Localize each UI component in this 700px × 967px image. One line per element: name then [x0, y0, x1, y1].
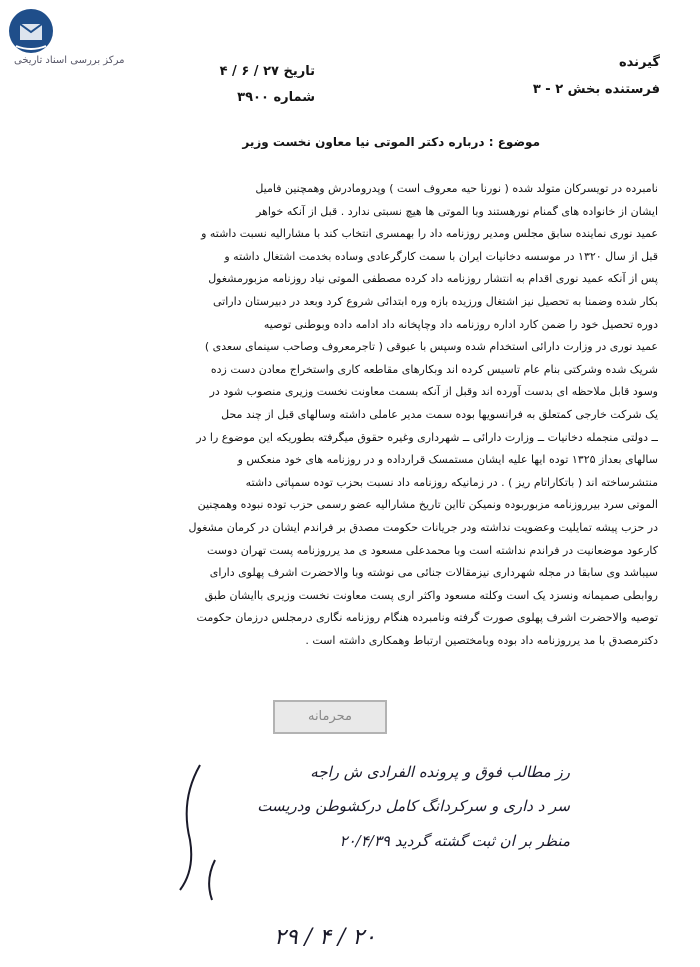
- subject-line: موضوع : درباره دکتر الموتی نیا معاون نخست وزیر: [242, 135, 540, 149]
- letter-body: [58, 178, 658, 652]
- body-line: ایشان از خانواده های گمنام نورهستند وبا الموتی ها هیچ نسبتی ندارد . قبل از آنکه خواهر: [255, 204, 658, 218]
- body-line: سیباشد وی سابقا در مجله شهرداری نیزمقالات جنائی می نوشته وبا والاحضرت اشرف پهلوی دارای: [209, 566, 658, 580]
- body-line: در حزب پیشه تمایلیت وعضویت نداشته ودر جریانات حکومت مصدق بر فراندم ایشان در کرمان مشغول: [188, 520, 658, 534]
- handwritten-note-line: سر د داری و سرکردانگ کامل درکشوطن ودریست: [257, 797, 570, 815]
- body-line: دکترمصدق با مد یرروزنامه داد بوده وبامختصین ارتباط وهمکاری داشته است .: [305, 633, 658, 647]
- body-line: بکار شده وضمنا به تحصیل نیز اشتغال ورزیده بازه وره ابتدائی شروع کرد وبعد در دبیرستان داراتی: [213, 294, 658, 308]
- archive-label: مرکز بررسی اسناد تاریخی: [14, 55, 125, 66]
- body-line: دوره تحصیل خود را ضمن کارد اداره روزنامه داد وچاپخانه داد ادامه داده وبوطنی توصیه: [263, 317, 658, 331]
- date-field: تاریخ ۲۷ / ۶ / ۴: [219, 64, 315, 79]
- archive-logo-icon: [6, 6, 56, 56]
- stamp-text: محرمانه: [307, 709, 353, 724]
- body-line: یک شرکت خارجی کمتعلق به فرانسویها بوده سمت مدیر عاملی داشته وسالهای قبل از چند محل: [221, 407, 658, 421]
- handwritten-margin-bracket: [120, 760, 240, 910]
- body-line: قبل از سال ۱۳۲۰ در موسسه دخانیات ایران با سمت کارگرعادی وساده بخدمت اشتغال داشته و: [224, 249, 658, 263]
- body-line: کارعود موضعانیت در فراندم نداشته است وبا محمدعلی مسعود ی مد یرروزنامه پست تهران دوست: [207, 543, 658, 557]
- body-line: روابطی صمیمانه ونسزد یک است وکلته مسعود واکثر اری پست معاونت نخست وزیری باایشان طبق: [204, 588, 658, 602]
- body-line: نامبرده در تویسرکان متولد شده ( نورنا حیه معروف است ) وپدرومادرش وهمچنین فامیل: [255, 182, 658, 195]
- number-field: شماره ۳۹۰۰: [237, 90, 315, 105]
- body-line: عمید نوری در وزارت دارائی استخدام شده وسپس با عبوقی ( تاجرمعروف وصاحب سینمای سعدی ): [204, 340, 658, 354]
- recipient-field: گیرنده: [618, 55, 660, 70]
- body-line: ــ دولتی منجمله دخانیات ــ وزارت دارائی ــ شهرداری وغیره حقوق میگرفته بطوریکه این موضوع را در: [196, 430, 658, 444]
- confidential-stamp: [273, 700, 387, 734]
- handwritten-date: ۲۹ / ۴ / ۲۰: [274, 925, 376, 950]
- body-line: وسود قابل ملاحظه ای بدست آورده اند وقبل از آنکه بسمت معاونت نخست وزیری منصوب شود در: [209, 385, 658, 399]
- handwritten-note-line: رز مطالب فوق و پرونده الفرادی ش راجه: [310, 763, 570, 781]
- handwritten-note-line: منظر بر ان ثبت گشته گردید ۲۰/۴/۳۹: [339, 832, 570, 850]
- body-line: توصیه والاحضرت اشرف پهلوی صورت گرفته ونامبرده هنگام روزنامه نگاری درمجلس درزمان حکومت: [196, 611, 658, 625]
- body-line: منتشرساخته اند ( باتکاراتام ریز ) . در زمانیکه روزنامه داد نسبت بحزب توده سمپاتی داشته: [245, 475, 658, 489]
- body-line: شریک شده وشرکتی بنام عام تاسیس کرده اند وبکارهای مقاطعه کاری واستخراج معادن دست زده: [210, 362, 658, 376]
- body-line: سالهای بعداز ۱۳۲۵ توده ایها علیه ایشان مستمسک قرارداده و در روزنامه های خود منعکس و: [237, 453, 658, 467]
- sender-field: فرستنده بخش ۲ - ۳: [532, 82, 660, 97]
- body-line: عمید نوری نماینده سابق مجلس ومدیر روزنامه داد را بهمسری انتخاب کند با مشارالیه نسبت داشته و: [201, 227, 658, 241]
- body-line: الموتی سرد بیرروزنامه مزبوربوده ونمیکن تااین تاریخ مشارالیه عضو رسمی حزب توده نبوده وهمچنین: [197, 498, 658, 512]
- body-line: پس از آنکه عمید نوری اقدام به انتشار روزنامه داد کرده مصطفی الموتی نیاد روزنامه مزبورمشغول: [208, 272, 658, 286]
